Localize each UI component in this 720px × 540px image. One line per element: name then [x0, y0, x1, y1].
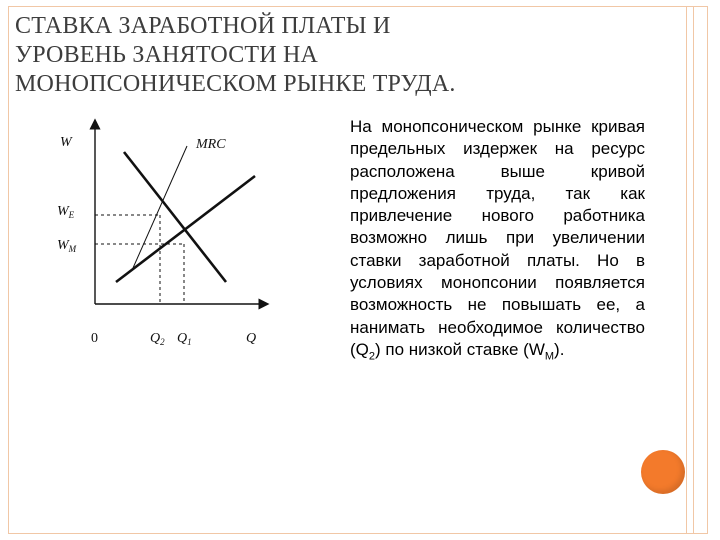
- q2-label: [150, 331, 165, 347]
- q1-label-main: Q: [177, 331, 188, 346]
- origin-label: 0: [91, 331, 98, 346]
- q1-label-sub: 1: [187, 337, 192, 347]
- title-line: УРОВЕНЬ ЗАНЯТОСТИ НА: [15, 42, 319, 68]
- title-line: МОНОПСОНИЧЕСКОМ РЫНКЕ ТРУДА.: [15, 71, 456, 97]
- slide-title: [15, 12, 655, 99]
- decorative-orange-circle: [641, 450, 685, 494]
- body-text-part: На монопсоническом рынке кривая предельных издержек на ресурс расположена выше кривой предложения труда, так как привлечение нового работника возможно лишь при увеличении ставки заработной платы. Но в условиях монопсонии появляется возможность не повышать ее, а нанимать необходимое количество (Q: [350, 117, 645, 359]
- body-subscript: 2: [368, 350, 376, 363]
- demand-curve: [124, 152, 226, 282]
- we-label-main: W: [57, 204, 69, 219]
- q2-label-main: Q: [150, 331, 161, 346]
- x-axis-label: Q: [246, 331, 257, 346]
- body-text-part: ) по низкой ставке (W: [375, 339, 545, 359]
- we-label-sub: E: [68, 210, 75, 220]
- wm-label-main: W: [57, 238, 69, 253]
- body-subscript: M: [544, 350, 555, 363]
- slide-body-text: [350, 116, 645, 361]
- title-line: СТАВКА ЗАРАБОТНОЙ ПЛАТЫ И: [15, 13, 391, 39]
- body-text-part: ).: [554, 339, 565, 359]
- mrc-label: MRC: [196, 137, 226, 152]
- y-axis-label: W: [60, 135, 72, 150]
- we-label: [57, 204, 75, 220]
- wm-label: [57, 238, 77, 254]
- decorative-rule: [693, 6, 694, 534]
- monopsony-diagram: [50, 118, 280, 348]
- q2-label-sub: 2: [160, 337, 165, 347]
- q1-label: [177, 331, 192, 347]
- decorative-rule: [686, 6, 687, 534]
- wm-label-sub: M: [68, 244, 77, 254]
